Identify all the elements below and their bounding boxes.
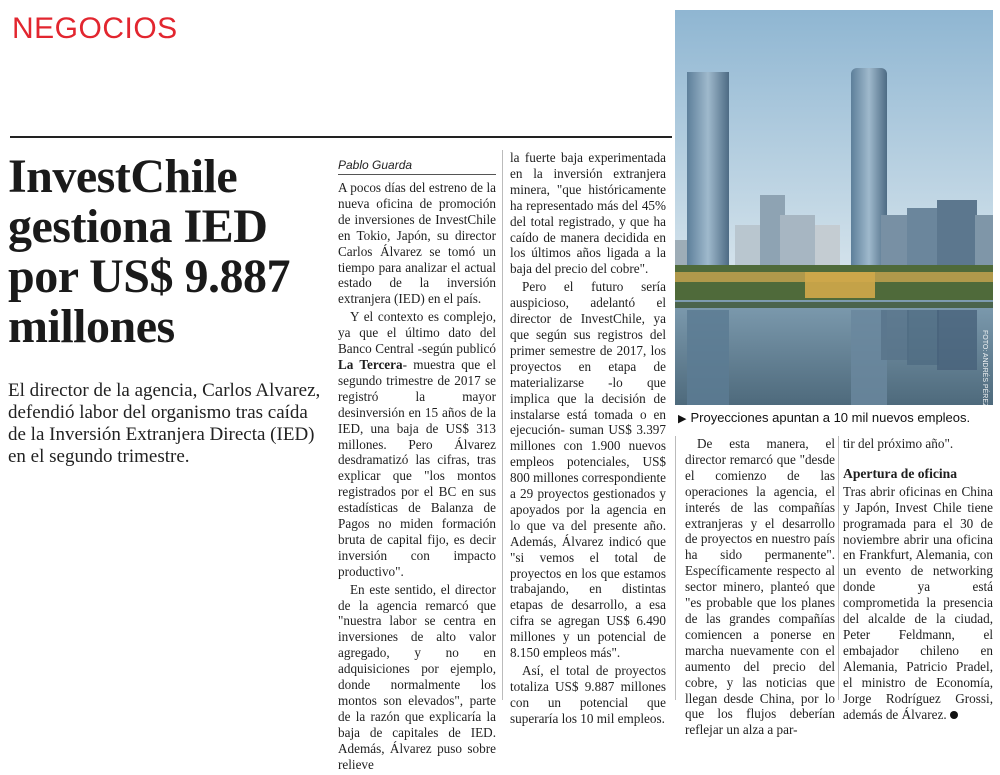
- headline-line: InvestChile: [8, 150, 238, 203]
- photo-credit: FOTO: ANDRÉS PÉREZ: [981, 330, 988, 408]
- subheading: Apertura de oficina: [843, 465, 958, 481]
- paragraph: De esta manera, el director remarcó que "desde el comienzo de las operaciones la agencia, el interés de las compañías extranjeras y el desarrollo de proyectos en nuestro país ha sido permanente". Específicamente respecto al sector minero, planteó que "es probable que los planes de las grandes compañías comiencen a ponerse en marcha nuevamente con el aumento del precio del cobre, y las noticias que llegan desde China, por lo que los flujos deberían reflejar un alza a par-: [685, 436, 835, 738]
- article-column-1: [338, 180, 496, 775]
- paragraph: Así, el total de proyectos totaliza US$ 9.887 millones con un potencial que superaría los 10 mil empleos.: [510, 663, 666, 726]
- end-mark-icon: [950, 711, 958, 719]
- caption-marker-icon: ▶: [678, 413, 687, 425]
- byline: Pablo Guarda: [338, 158, 496, 175]
- paragraph-text: Y el contexto es complejo, ya que el último dato del Banco Central -según publicó: [338, 309, 496, 357]
- caption-text: Proyecciones apuntan a 10 mil nuevos empleos.: [690, 410, 971, 425]
- column-divider: [838, 436, 839, 700]
- paragraph: [338, 309, 496, 579]
- article-column-2: [510, 150, 666, 729]
- column-divider: [675, 436, 676, 700]
- headline-line: gestiona IED: [8, 200, 268, 253]
- paragraph: tir del próximo año".: [843, 436, 954, 451]
- section-rule: [10, 136, 672, 138]
- headline-line: millones: [8, 300, 175, 353]
- article-column-3: [685, 436, 835, 740]
- paragraph: En este sentido, el director de la agencia remarcó que "nuestra labor se centra en inversiones de alto valor agregado, y no en adquisiciones por ejemplo, donde normalmente los montos son elevados", parte de la razón que explicaría la baja de capitales de IED. Además, Álvarez puso sobre relieve: [338, 581, 496, 772]
- paragraph-text: Tras abrir oficinas en China y Japón, Invest Chile tiene programada para el 30 de noviembre abrir una oficina en Frankfurt, Alemania, con un evento de networking donde ya está comprometida la presencia del alcalde de la ciudad, Peter Feldmann, el embajador chileno en Alemania, Patricio Pradel, el ministro de Economía, Jorge Rodríguez Grossi, además de Álvarez.: [843, 483, 993, 722]
- paragraph: [843, 484, 993, 723]
- publication-name: La Tercera: [338, 356, 403, 372]
- paragraph: la fuerte baja experimentada en la inversión extranjera minera, "que históricamente ha representado más del 45% del total registrado, y que ha caído de manera decidida en los últimos años ligada a la baja del precio del cobre".: [510, 150, 666, 277]
- paragraph: A pocos días del estreno de la nueva oficina de promoción de inversiones de InvestChile en Tokio, Japón, su director Carlos Álvarez se tomó un tiempo para analizar el actual estado de la inversión extranjera (IED) en el país.: [338, 180, 496, 307]
- column-divider: [502, 150, 503, 700]
- headline: [8, 152, 333, 352]
- paragraph-text: - muestra que el segundo trimestre de 2017 se registró la mayor desinversión en 15 años de la IED, una baja de US$ 313 millones. Pero Álvarez desdramatizó las cifras, tras explicar que "los montos registrados por el BC en sus estadísticas de Balanza de Pagos no miden formación bruta de capital fijo, es decir inversión con impacto productivo".: [338, 356, 496, 579]
- paragraph: Pero el futuro sería auspicioso, adelantó el director de InvestChile, ya que según sus registros del primer semestre de 2017, los proyectos en etapa de materializarse -lo que implica que la decisión de instalarse está tomada o en ejecución- suman US$ 3.397 millones con 1.900 nuevos empleos potenciales, US$ 800 millones correspondiente a 29 proyectos gestionados y apoyados por la agencia en lo que va del presente año. Además, Álvarez indicó que "si vemos el total de proyectos en los que estamos trabajando, en distintas etapas de desarrollo, a esa cifra se agregan US$ 6.490 millones y un potencial de 8.150 empleos más".: [510, 279, 667, 661]
- photo-caption: [678, 410, 996, 425]
- skyline-illustration: [675, 10, 993, 408]
- article-column-4: [843, 436, 993, 724]
- headline-line: por US$ 9.887: [8, 250, 290, 303]
- section-title: NEGOCIOS: [12, 12, 178, 45]
- deck-subtitle: El director de la agencia, Carlos Alvarez, defendió labor del organismo tras caída de la Inversión Extranjera Directa (IED) en el segundo trimestre.: [8, 380, 321, 467]
- skyline-photo: [675, 10, 993, 408]
